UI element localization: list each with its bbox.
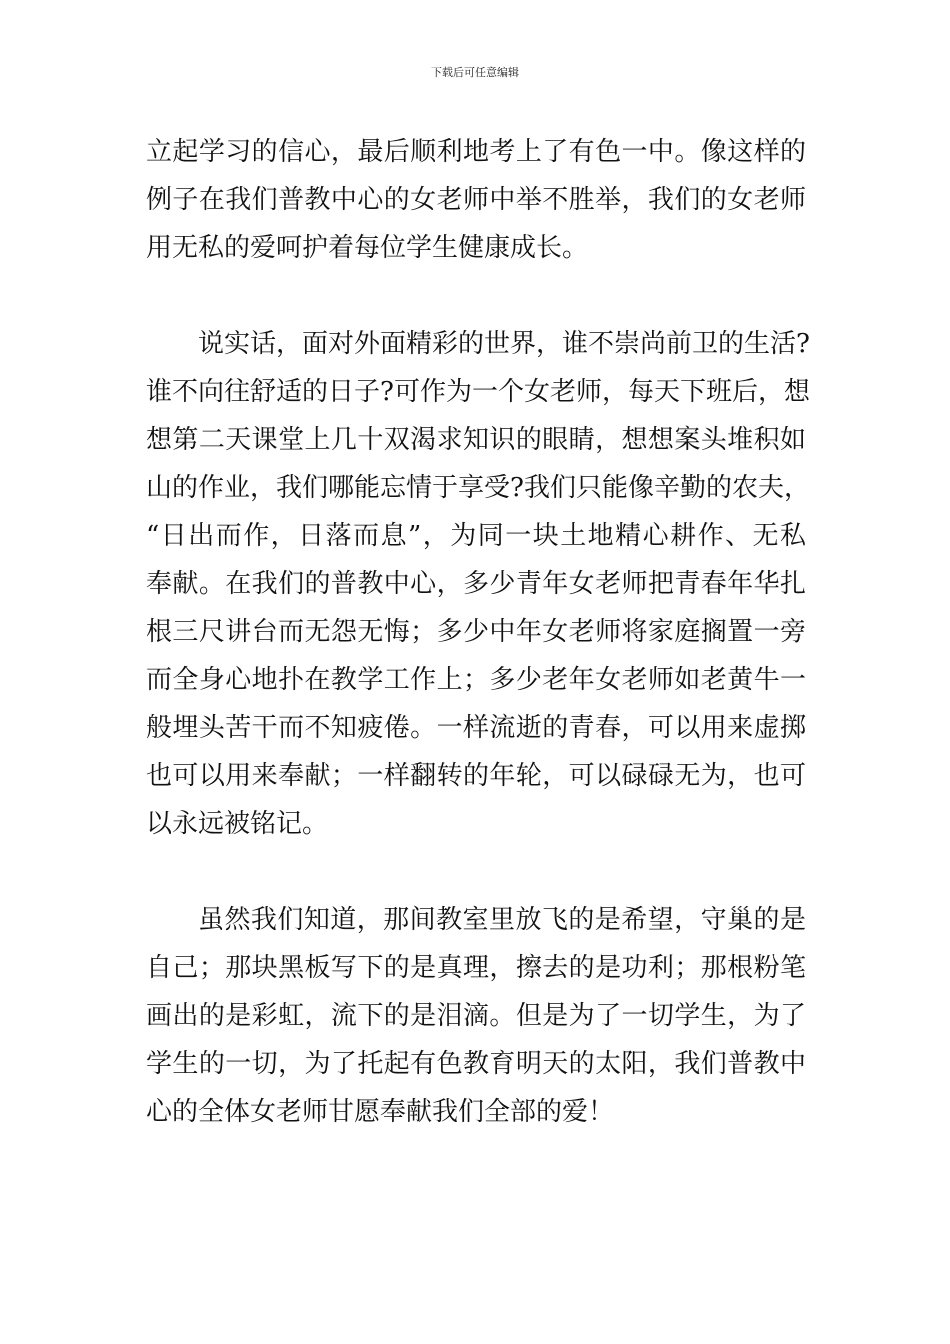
text-line: 画出的是彩虹，流下的是泪滴。但是为了一切学生，为了	[146, 1001, 806, 1031]
text-line: 例子在我们普教中心的女老师中举不胜举，我们的女老师	[146, 185, 806, 215]
text-line: 想第二天课堂上几十双渴求知识的眼睛，想想案头堆积如	[146, 425, 806, 455]
document-body	[146, 128, 810, 1136]
paragraph-spacer	[146, 272, 806, 320]
text-line: 学生的一切，为了托起有色教育明天的太阳，我们普教中	[146, 1049, 806, 1079]
text-line: 般埋头苦干而不知疲倦。一样流逝的青春，可以用来虚掷	[146, 713, 806, 743]
text-line: 自己；那块黑板写下的是真理，擦去的是功利；那根粉笔	[146, 953, 806, 983]
text-line: 也可以用来奉献；一样翻转的年轮，可以碌碌无为，也可	[146, 761, 806, 791]
text-line: 谁不向往舒适的日子?可作为一个女老师，每天下班后，想	[146, 377, 810, 407]
text-line: 说实话，面对外面精彩的世界，谁不崇尚前卫的生活?	[198, 329, 810, 359]
paragraph-2	[146, 320, 810, 848]
text-line: 立起学习的信心，最后顺利地考上了有色一中。像这样的	[146, 137, 806, 167]
paragraph-1	[146, 128, 806, 272]
text-line: 根三尺讲台而无怨无悔；多少中年女老师将家庭搁置一旁	[146, 617, 806, 647]
text-line: 而全身心地扑在教学工作上；多少老年女老师如老黄牛一	[146, 665, 806, 695]
paragraph-3	[146, 896, 806, 1136]
text-line: 虽然我们知道，那间教室里放飞的是希望，守巢的是	[198, 905, 806, 935]
paragraph-spacer	[146, 848, 806, 896]
text-line: “日出而作，日落而息”，为同一块土地精心耕作、无私	[146, 521, 806, 551]
page-header: 下载后可任意编辑	[431, 66, 519, 79]
text-line: 心的全体女老师甘愿奉献我们全部的爱！	[146, 1097, 615, 1127]
text-line: 奉献。在我们的普教中心，多少青年女老师把青春年华扎	[146, 569, 806, 599]
text-line: 山的作业，我们哪能忘情于享受?我们只能像辛勤的农夫，	[146, 473, 810, 503]
text-line: 用无私的爱呵护着每位学生健康成长。	[146, 233, 589, 263]
text-line: 以永远被铭记。	[146, 809, 329, 839]
